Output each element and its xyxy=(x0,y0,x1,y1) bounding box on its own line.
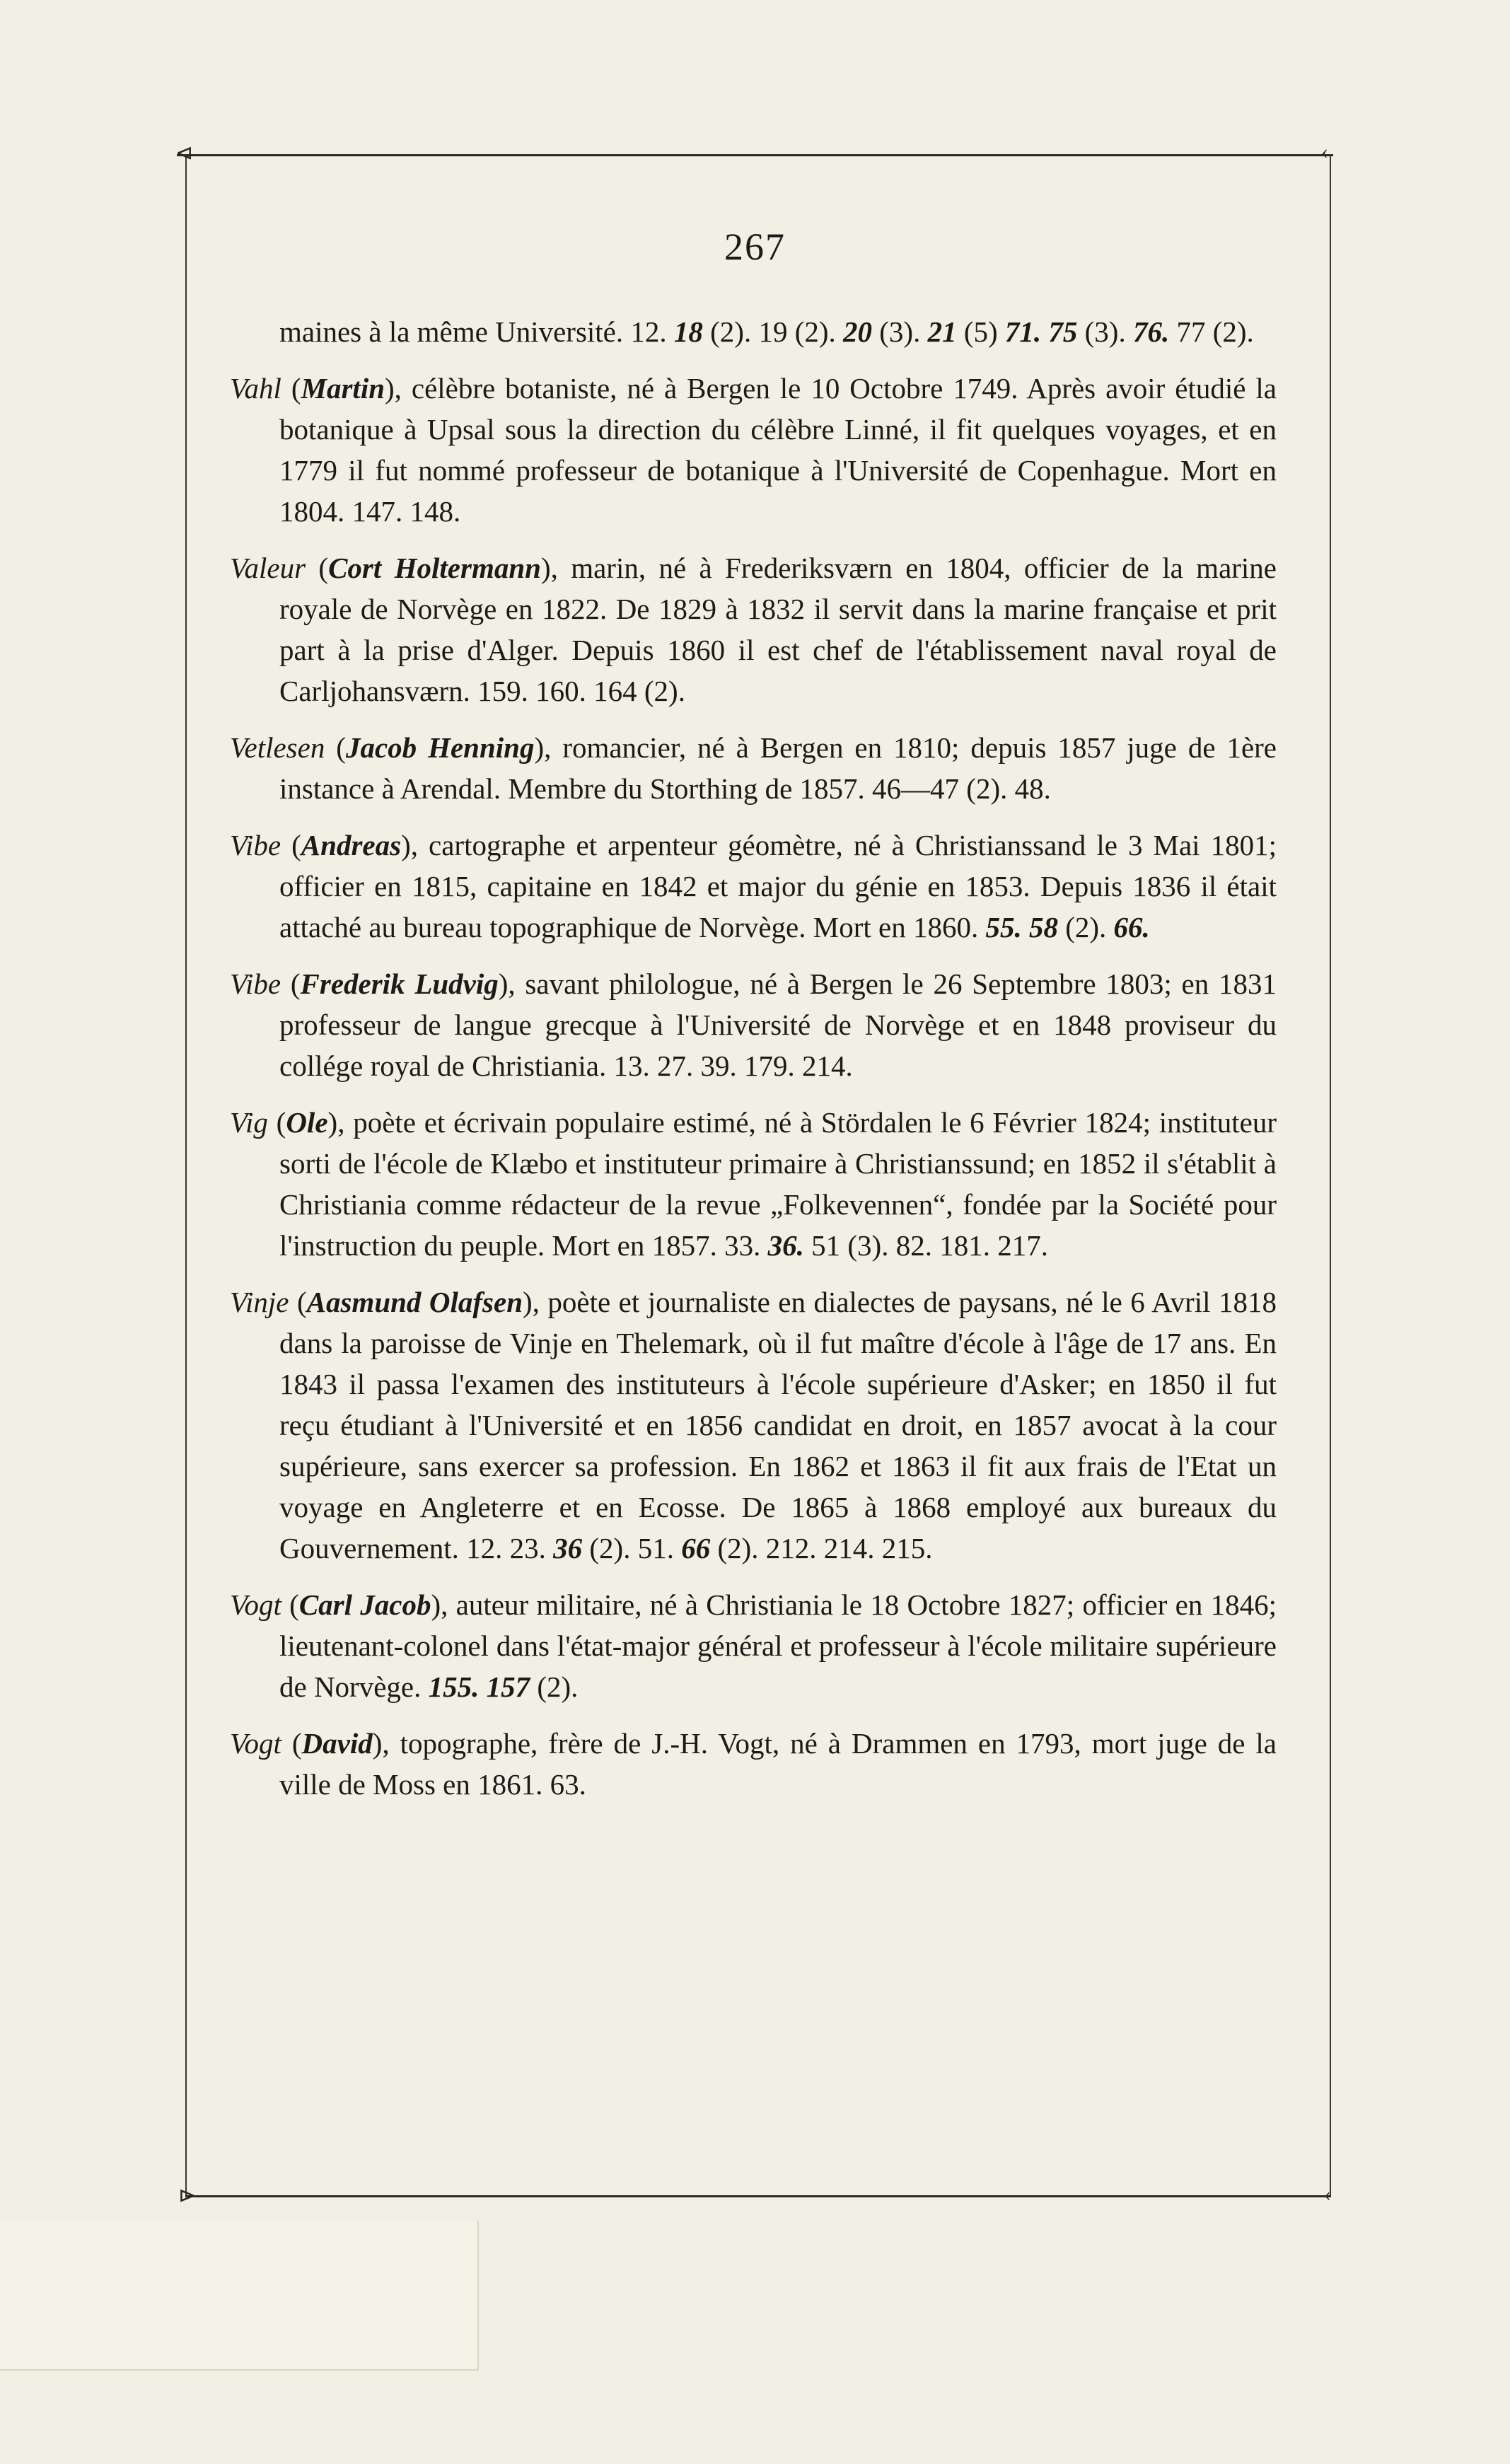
entry-surname: Vahl xyxy=(230,372,281,405)
entry-page-ref: 36 xyxy=(553,1532,583,1564)
index-entry: Valeur (Cort Holtermann), marin, né à Frederiksværn en 1804, officier de la marine royale de Norvège en 1822. De 1829 à 1832 il servit dans la marine française et prit part à la prise d'Alger. Depuis 1860 il est chef de l'établissement naval royal de Carljohansværn. 159. 160. 164 (2). xyxy=(230,552,1277,707)
entry-page-ref: (2). 212. 214. 215. xyxy=(710,1532,933,1564)
entry-text: , topographe, frère de J.-H. Vogt, né à Drammen en 1793, mort juge de la ville de Moss en 1861. 63. xyxy=(279,1727,1277,1801)
index-entry: Vibe (Frederik Ludvig), savant philologue, né à Bergen le 26 Septembre 1803; en 1831 professeur de langue grecque à l'Université de Norvège et en 1848 proviseur du collége royal de Christiania. 13. 27. 39. 179. 214. xyxy=(230,967,1277,1082)
entry-text: , célèbre botaniste, né à Bergen le 10 Octobre 1749. Après avoir étudié la botanique à Upsal sous la direction du célèbre Linné, il fit quelques voyages, et en 1779 il fut nommé professeur de botanique à l'Université de Copenhague. Mort en 1804. 147. 148. xyxy=(279,372,1277,528)
entry-page-ref: 36. xyxy=(767,1229,804,1262)
entry-surname: Vibe xyxy=(230,829,281,861)
index-entry: Vig (Ole), poète et écrivain populaire estimé, né à Stördalen le 6 Février 1824; instituteur sorti de l'école de Klæbo et instituteur primaire à Christianssund; en 1852 il s'établit à Christiania comme rédacteur de la revue „Folkevennen“, fondée par la Société pour l'instruction du peuple. Mort en 1857. 33. 36. 51 (3). 82. 181. 217. xyxy=(230,1106,1277,1262)
index-entry: Vahl (Martin), célèbre botaniste, né à Bergen le 10 Octobre 1749. Après avoir étudié la botanique à Upsal sous la direction du célèbre Linné, il fit quelques voyages, et en 1779 il fut nommé professeur de botanique à l'Université de Copenhague. Mort en 1804. 147. 148. xyxy=(230,372,1277,528)
frame-top-rule xyxy=(177,154,1333,156)
entry-page-ref: 20 xyxy=(843,315,873,348)
entry-text: , poète et journaliste en dialectes de paysans, né le 6 Avril 1818 dans la paroisse de Vinje en Thelemark, où il fut maître d'école à l'âge de 17 ans. En 1843 il passa l'examen des instituteurs à l'école supérieure d'Asker; en 1850 il fut reçu étudiant à l'Université et en 1856 candidat en droit, en 1857 avocat à la cour supérieure, sans exercer sa profession. En 1862 et 1863 il fit aux frais de l'Etat un voyage en Angleterre et en Ecosse. De 1865 à 1868 employé aux bureaux du Gouvernement. 12. 23. xyxy=(279,1286,1277,1564)
index-entry: Vinje (Aasmund Olafsen), poète et journaliste en dialectes de paysans, né le 6 Avril 1818 dans la paroisse de Vinje en Thelemark, où il fut maître d'école à l'âge de 17 ans. En 1843 il passa l'examen des instituteurs à l'école supérieure d'Asker; en 1850 il fut reçu étudiant à l'Université et en 1856 candidat en droit, en 1857 avocat à la cour supérieure, sans exercer sa profession. En 1862 et 1863 il fit aux frais de l'Etat un voyage en Angleterre et en Ecosse. De 1865 à 1868 employé aux bureaux du Gouvernement. 12. 23. 36 (2). 51. 66 (2). 212. 214. 215. xyxy=(230,1286,1277,1564)
entry-page-ref: 155. 157 xyxy=(428,1670,530,1703)
entry-given-names: Martin xyxy=(301,372,385,405)
entry-surname: Vibe xyxy=(230,967,281,1000)
entry-given-names: Andreas xyxy=(301,829,402,861)
frame-right-rule xyxy=(1330,154,1331,2195)
entry-text: , marin, né à Frederiksværn en 1804, officier de la marine royale de Norvège en 1822. De 1829 à 1832 il servit dans la marine française et prit part à la prise d'Alger. Depuis 1860 il est chef de l'établissement naval royal de Carljohansværn. 159. 160. 164 (2). xyxy=(279,552,1277,707)
entry-page-ref: 71. 75 xyxy=(1004,315,1078,348)
entry-page-ref: (2). 19 (2). xyxy=(702,315,844,348)
entry-given-names: Aasmund Olafsen xyxy=(306,1286,523,1318)
entry-text: , savant philologue, né à Bergen le 26 Septembre 1803; en 1831 professeur de langue grecque à l'Université de Norvège et en 1848 proviseur du collége royal de Christiania. 13. 27. 39. 179. 214. xyxy=(279,967,1277,1082)
entry-page-ref: (3). xyxy=(1077,315,1133,348)
entry-page-ref: 55. 58 xyxy=(985,911,1058,943)
entry-surname: Vig xyxy=(230,1106,268,1139)
entry-surname: Vinje xyxy=(230,1286,289,1318)
entry-given-names: Ole xyxy=(286,1106,328,1139)
entry-surname: Vogt xyxy=(230,1727,281,1760)
entry-given-names: Carl Jacob xyxy=(298,1588,431,1621)
entry-page-ref: (2). xyxy=(1057,911,1114,943)
corner-ornament-bottom-right: ‹ xyxy=(1324,2183,1331,2206)
entry-given-names: Jacob Henning xyxy=(345,731,535,764)
index-entry: Vetlesen (Jacob Henning), romancier, né à Bergen en 1810; depuis 1857 juge de 1ère instance à Arendal. Membre du Storthing de 1857. 46—47 (2). 48. xyxy=(230,731,1277,805)
entry-page-ref: 76. xyxy=(1132,315,1170,348)
entry-page-ref: 77 (2). xyxy=(1169,315,1254,348)
entry-page-ref: 66 xyxy=(681,1532,711,1564)
entry-given-names: Frederik Ludvig xyxy=(300,967,499,1000)
entry-surname: Vetlesen xyxy=(230,731,325,764)
entry-surname: Valeur xyxy=(230,552,306,584)
index-entry: Vogt (David), topographe, frère de J.-H. Vogt, né à Drammen en 1793, mort juge de la ville de Moss en 1861. 63. xyxy=(230,1727,1277,1801)
frame-left-rule xyxy=(185,154,187,2195)
page-number: 267 xyxy=(724,226,786,268)
entry-surname: Vogt xyxy=(230,1588,281,1621)
entry-page-ref: (2). xyxy=(530,1670,579,1703)
index-entries xyxy=(230,311,1277,1820)
corner-ornament-bottom-left: ⊳ xyxy=(178,2184,197,2207)
index-entry: Vibe (Andreas), cartographe et arpenteur géomètre, né à Christianssand le 3 Mai 1801; officier en 1815, capitaine en 1842 et major du génie en 1853. Depuis 1836 il était attaché au bureau topographique de Norvège. Mort en 1860. 55. 58 (2). 66. xyxy=(230,829,1277,943)
corner-ornament-top-left: ⊲ xyxy=(175,141,194,165)
entry-page-ref: (3). xyxy=(872,315,928,348)
entry-given-names: Cort Holtermann xyxy=(328,552,541,584)
entry-page-ref: 66. xyxy=(1113,911,1150,943)
index-entry: Vogt (Carl Jacob), auteur militaire, né à Christiania le 18 Octobre 1827; officier en 1846; lieutenant-colonel dans l'état-major général et professeur à l'école militaire supérieure de Norvège. 155. 157 (2). xyxy=(230,1588,1277,1703)
entry-page-ref: 51 (3). 82. 181. 217. xyxy=(803,1229,1048,1262)
entry-text: , poète et écrivain populaire estimé, né à Stördalen le 6 Février 1824; instituteur sorti de l'école de Klæbo et instituteur primaire à Christianssund; en 1852 il s'établit à Christiania comme rédacteur de la revue „Folkevennen“, fondée par la Société pour l'instruction du peuple. Mort en 1857. 33. xyxy=(279,1106,1277,1262)
entry-page-ref: (2). 51. xyxy=(582,1532,682,1564)
paper-edge-fold xyxy=(0,2221,479,2371)
entry-text: maines à la même Université. 12. xyxy=(279,315,674,348)
entry-page-ref: 21 xyxy=(927,315,957,348)
entry-text: , auteur militaire, né à Christiania le 18 Octobre 1827; officier en 1846; lieutenant-colonel dans l'état-major général et professeur à l'école militaire supérieure de Norvège. xyxy=(279,1588,1277,1703)
entry-given-names: David xyxy=(301,1727,373,1760)
index-entry xyxy=(230,311,1277,352)
entry-text: , cartographe et arpenteur géomètre, né à Christianssand le 3 Mai 1801; officier en 1815, capitaine en 1842 et major du génie en 1853. Depuis 1836 il était attaché au bureau topographique de Norvège. Mort en 1860. xyxy=(279,829,1277,943)
frame-bottom-rule xyxy=(185,2195,1331,2197)
corner-ornament-top-right: ‹ xyxy=(1321,140,1328,163)
entry-page-ref: (5) xyxy=(956,315,1005,348)
entry-text: , romancier, né à Bergen en 1810; depuis 1857 juge de 1ère instance à Arendal. Membre du Storthing de 1857. 46—47 (2). 48. xyxy=(279,731,1277,805)
entry-page-ref: 18 xyxy=(673,315,703,348)
